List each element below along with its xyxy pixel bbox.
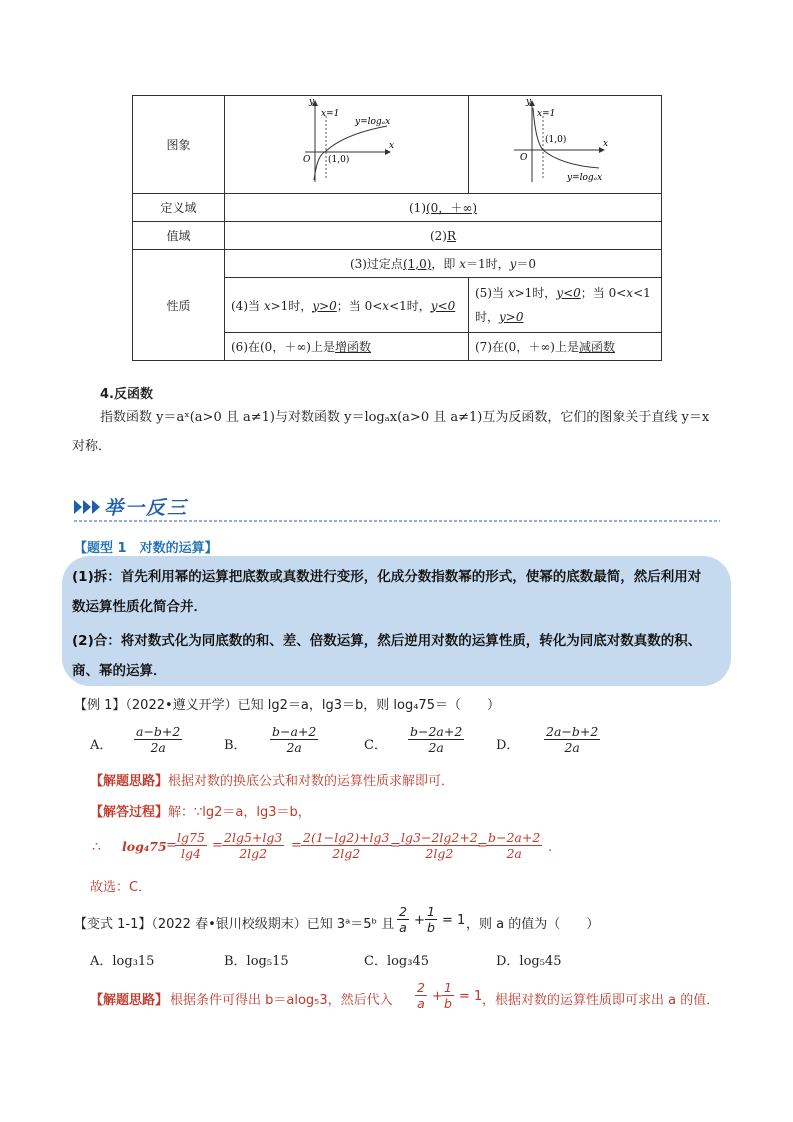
row-label-graph: 图象 (133, 96, 225, 194)
range-value: R (446, 228, 457, 243)
topic-label: 【题型 1 对数的运算】 (74, 541, 218, 556)
row-label-props: 性质 (133, 250, 225, 361)
prop7-cell: (7)在(0，＋∞)上是减函数 (469, 333, 662, 361)
method-line3: (2)合：将对数式化为同底数的和、差、倍数运算，然后逆用对数的运算性质，转化为同底对数真数的积、 (72, 633, 702, 649)
prop4-cell: (4)当 x>1时，y>0；当 0<x<1时，y<0 (225, 278, 469, 333)
option-a-key: A． (90, 738, 113, 753)
graph2-y-label: y (526, 97, 532, 107)
graph-cell-increasing (225, 96, 469, 194)
graph1-point-label: (1,0) (328, 155, 350, 165)
idea-tag: 【解题思路】 (90, 774, 169, 789)
prop6-cell: (6)在(0，＋∞)上是增函数 (225, 333, 469, 361)
method-line1: (1)拆：首先利用幂的运算把底数或真数进行变形，化成分数指数幂的形式，使幂的底数最简，然后利用对 (72, 569, 702, 585)
example1-solution-formula: ∴ log₄75 = $\frac{\lg 75}{\lg 4}$ = $\frac{2\lg 5+\lg 3}{2\lg 2}$ = $\frac{2(1-\lg 2)+\lg 3}{2\lg 2}$ = $\frac{\lg 3-2\lg 2+2}{2\lg 2}$ = $\frac{b-2a+2}{2a}$ . (92, 830, 553, 861)
method-box (62, 556, 731, 686)
graph1-y-label: y (309, 97, 315, 107)
process-tag: 【解答过程】 (90, 805, 169, 820)
variant-option-c: C．log₃45 (364, 954, 430, 969)
graph2-curve-label: y=logₐx (567, 173, 603, 183)
graph2-origin: O (520, 153, 528, 163)
row-label-range: 值域 (133, 222, 225, 250)
row-label-domain: 定义域 (133, 194, 225, 222)
domain-cell: (1)(0，＋∞) (225, 194, 662, 222)
graph1-x-label: x (389, 141, 395, 151)
variant-option-d: D．log₅45 (496, 954, 562, 969)
option-b-key: B． (224, 738, 247, 753)
option-a-fraction: $\frac{a-b+2}{2a}$ (136, 724, 181, 755)
graph-decreasing (469, 96, 661, 190)
variant-option-b: B．log₅15 (224, 954, 289, 969)
graph1-origin: O (303, 155, 311, 165)
option-d-fraction: $\frac{2a-b+2}{2a}$ (546, 724, 599, 755)
graph1-x1-label: x=1 (321, 109, 340, 119)
graph2-x1-label: x=1 (537, 109, 556, 119)
example1-options (90, 724, 630, 760)
section-title-inverse: 4.反函数 (100, 387, 153, 402)
graph2-x-label: x (603, 139, 609, 149)
graph-cell-decreasing (469, 96, 662, 194)
variant1-idea: 【解题思路】 根据条件可得出 b＝alog₅3，然后代入 $\frac{2}{a}$ + $\frac{1}{b}$ = 1 ，根据对数的运算性质即可求出 a 的值． (90, 980, 720, 1011)
graph1-curve-label: y=logₐx (355, 117, 391, 127)
section4-line2: 对称． (72, 439, 112, 454)
banner-title: 举一反三 (104, 497, 189, 519)
option-c-key: C． (364, 738, 387, 753)
variant-option-a: A．log₃15 (90, 954, 155, 969)
section4-line1: 指数函数 y＝aˣ(a>0 且 a≠1)与对数函数 y＝logₐx(a>0 且 a≠1)互为反函数，它们的图象关于直线 y＝x (100, 410, 710, 425)
option-b-fraction: $\frac{b-a+2}{2a}$ (272, 724, 317, 755)
option-d-key: D． (496, 738, 520, 753)
example1-answer: 故选：C． (90, 880, 152, 895)
fixed-point-cell: (3)过定点(1,0)，即 x＝1时，y＝0 (225, 250, 662, 278)
method-line2: 数运算性质化简合并． (72, 599, 207, 615)
log-function-table (132, 95, 662, 361)
example1-idea: 【解题思路】根据对数的换底公式和对数的运算性质求解即可． (90, 774, 455, 789)
prop5-cell: (5)当 x>1时，y<0；当 0<x<1 时，y>0 (469, 278, 662, 333)
section-banner (72, 490, 722, 524)
range-cell: (2)R (225, 222, 662, 250)
graph2-point-label: (1,0) (545, 135, 567, 145)
option-c-fraction: $\frac{b-2a+2}{2a}$ (410, 724, 463, 755)
variant1-question: 【变式 1-1】（2022 春•银川校级期末）已知 3ᵃ＝5ᵇ 且 $\frac{2}{a}$ + $\frac{1}{b}$ = 1 ，则 a 的值为（ ） (74, 904, 600, 935)
domain-value: (0，＋∞) (426, 201, 477, 215)
example1-process: 【解答过程】解：∵lg2＝a，lg3＝b， (90, 805, 311, 820)
method-line4: 商、幂的运算． (72, 663, 167, 679)
example1-question: 【例 1】（2022•遵义开学）已知 lg2＝a，lg3＝b，则 log₄75＝（ ） (74, 698, 500, 713)
graph-increasing (225, 96, 468, 190)
